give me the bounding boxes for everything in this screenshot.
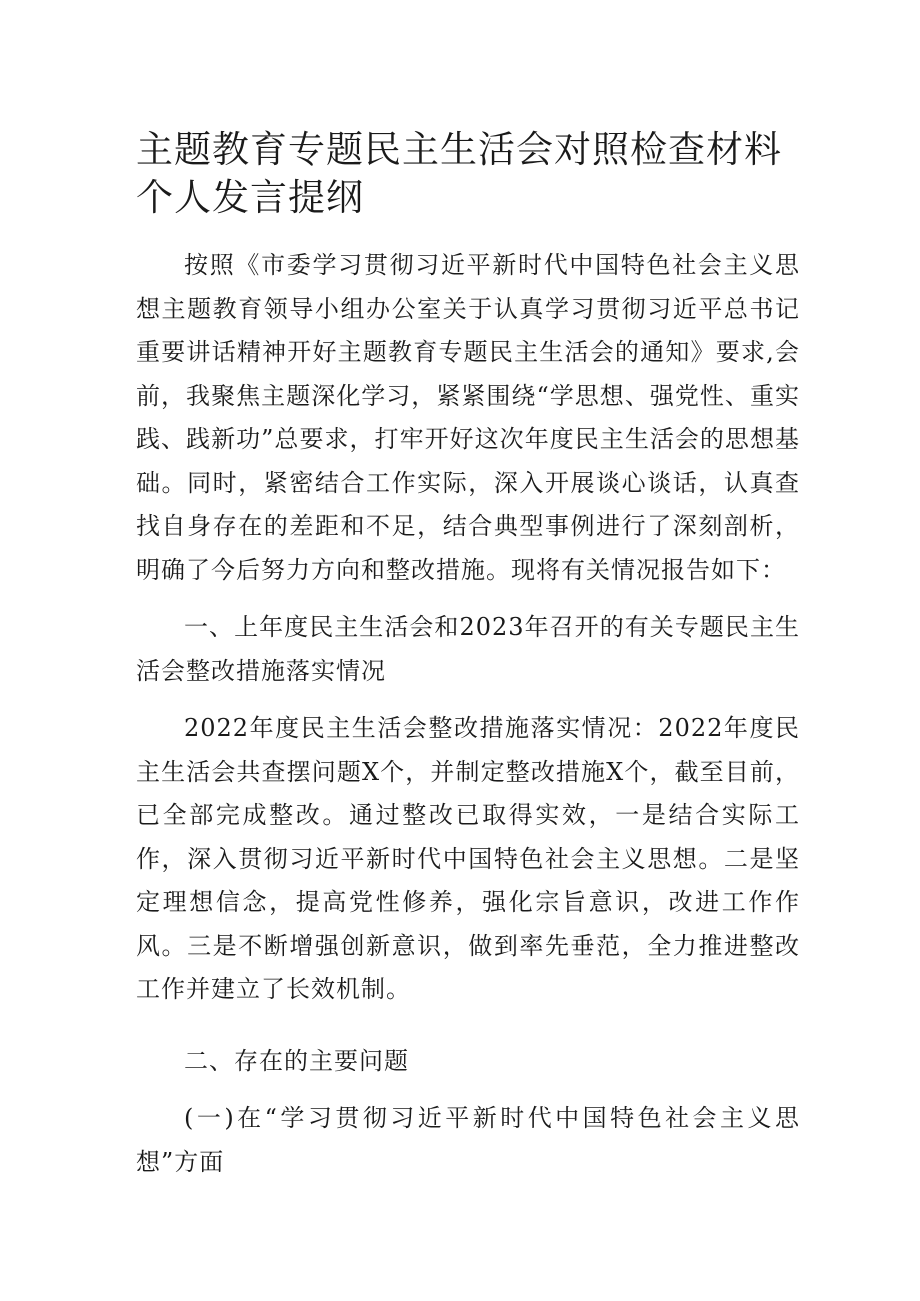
rectification-paragraph: 2022年度民主生活会整改措施落实情况：2022年度民主生活会共查摆问题X个，并制定整改措施X个，截至目前，已全部完成整改。通过整改已取得实效，一是结合实际工作，深入贯彻习近平新时代中国特色社会主义思想。二是坚定理想信念，提高党性修养，强化宗旨意识，改进工作作风。三是不断增强创新意识，做到率先垂范，全力推进整改工作并建立了长效机制。 (136, 714, 800, 1003)
document-page (136, 126, 800, 1184)
section-heading-two: 二、存在的主要问题 (184, 1046, 409, 1075)
document-title: 主题教育专题民主生活会对照检查材料个人发言提纲 (136, 128, 782, 219)
intro-paragraph: 按照《市委学习贯彻习近平新时代中国特色社会主义思想主题教育领导小组办公室关于认真学习贯彻习近平总书记重要讲话精神开好主题教育专题民主生活会的通知》要求,会前，我聚焦主题深化学习，紧紧围绕“学思想、强党性、重实践、践新功”总要求，打牢开好这次年度民主生活会的思想基础。同时，紧密结合工作实际，深入开展谈心谈话，认真查找自身存在的差距和不足，结合典型事例进行了深刻剖析，明确了今后努力方向和整改措施。现将有关情况报告如下： (136, 251, 800, 584)
section-heading-one: 一、上年度民主生活会和2023年召开的有关专题民主生活会整改措施落实情况 (136, 613, 800, 685)
subsection-heading-one: (一)在“学习贯彻习近平新时代中国特色社会主义思想”方面 (136, 1104, 800, 1176)
